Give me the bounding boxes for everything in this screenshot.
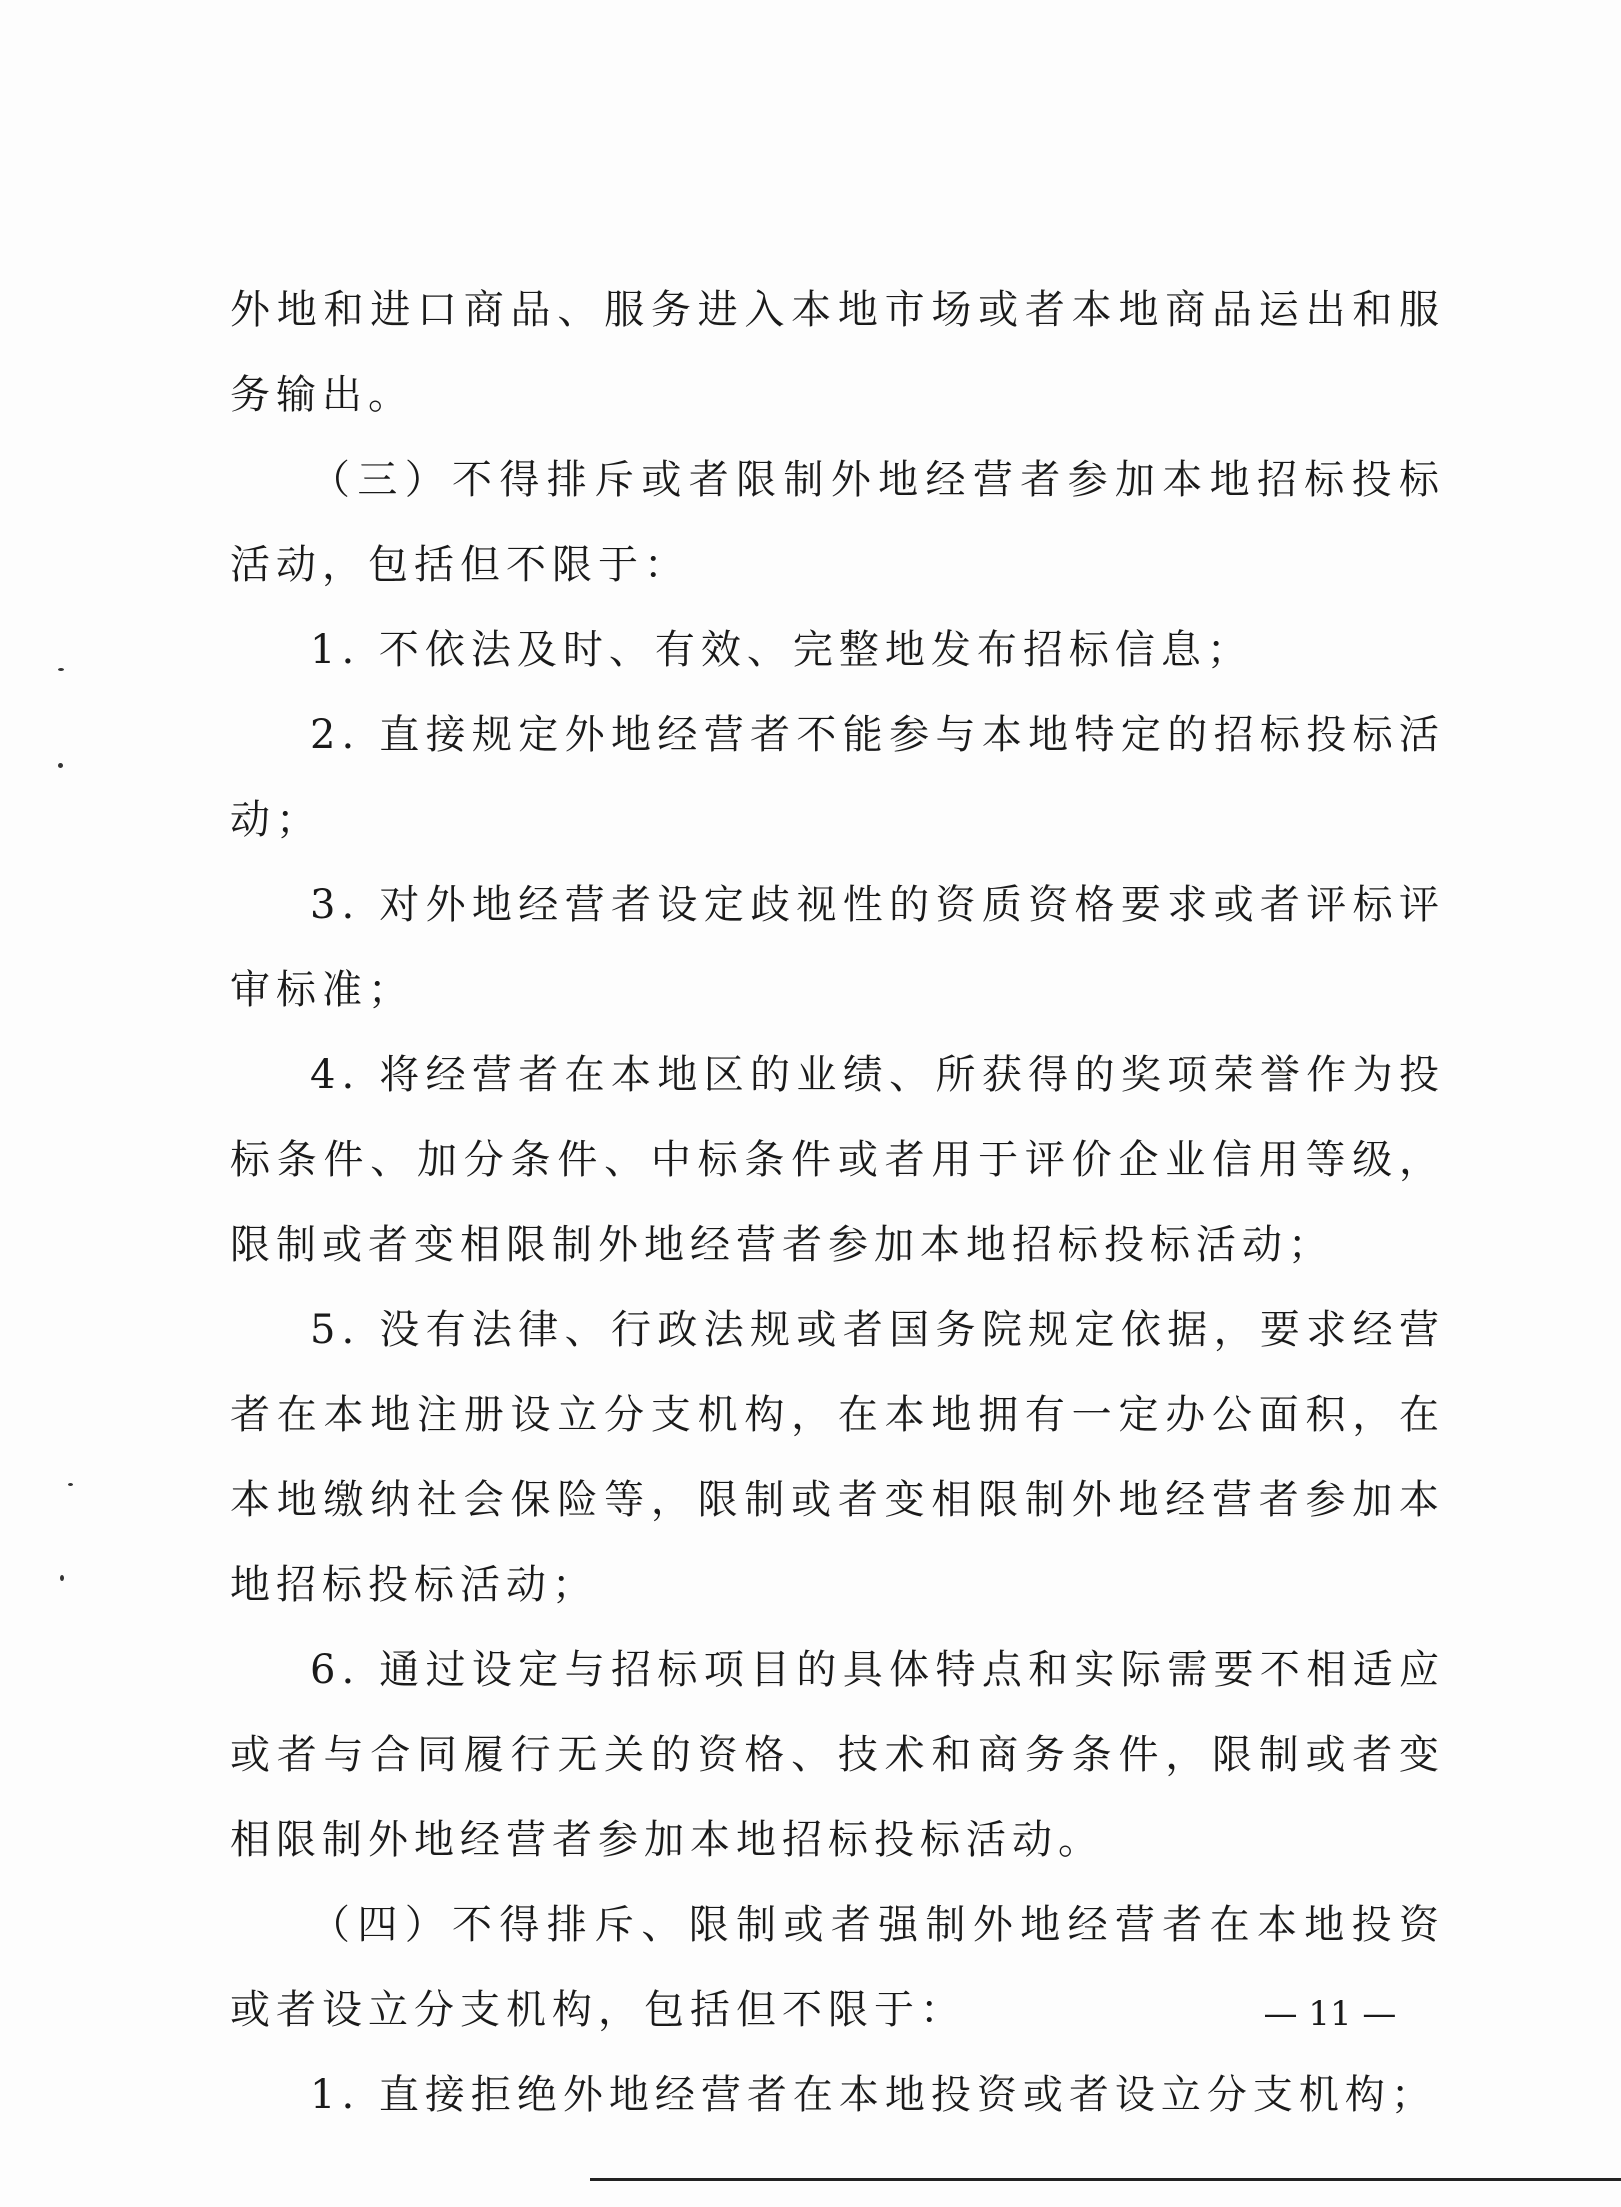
list-item-3-5: 5. 没有法律、行政法规或者国务院规定依据，要求经营者在本地注册设立分支机构，在本地拥有一定办公面积，在本地缴纳社会保险等，限制或者变相限制外地经营者参加本地招标投标活动； [230,1307,1445,1608]
list-item-3-6: 6. 通过设定与招标项目的具体特点和实际需要不相适应或者与合同履行无关的资格、技术和商务条件，限制或者变相限制外地经营者参加本地招标投标活动。 [230,1647,1445,1863]
scan-speck [60,1575,64,1581]
list-item-3-3: 3. 对外地经营者设定歧视性的资质资格要求或者评标评审标准； [230,882,1445,1013]
scan-bottom-edge-line [590,2178,1621,2181]
list-item-3-1: 1. 不依法及时、有效、完整地发布招标信息； [310,627,1253,673]
paragraph-continuation: 外地和进口商品、服务进入本地市场或者本地商品运出和服务输出。 [230,287,1445,418]
list-item-4-1: 1. 直接拒绝外地经营者在本地投资或者设立分支机构； [310,2072,1437,2118]
scan-speck [58,763,63,768]
list-item-3-2: 2. 直接规定外地经营者不能参与本地特定的招标投标活动； [230,712,1445,843]
scan-speck [58,668,64,671]
paragraph-section-4: （四）不得排斥、限制或者强制外地经营者在本地投资或者设立分支机构，包括但不限于： [230,1902,1445,2033]
scan-speck [68,1483,73,1486]
list-item-3-4: 4. 将经营者在本地区的业绩、所获得的奖项荣誉作为投标条件、加分条件、中标条件或者用于评价企业信用等级，限制或者变相限制外地经营者参加本地招标投标活动； [230,1052,1445,1268]
page-number: — 11 — [1263,1994,1397,2034]
document-body [230,268,1445,2138]
paragraph-section-3: （三）不得排斥或者限制外地经营者参加本地招标投标活动，包括但不限于： [230,457,1445,588]
